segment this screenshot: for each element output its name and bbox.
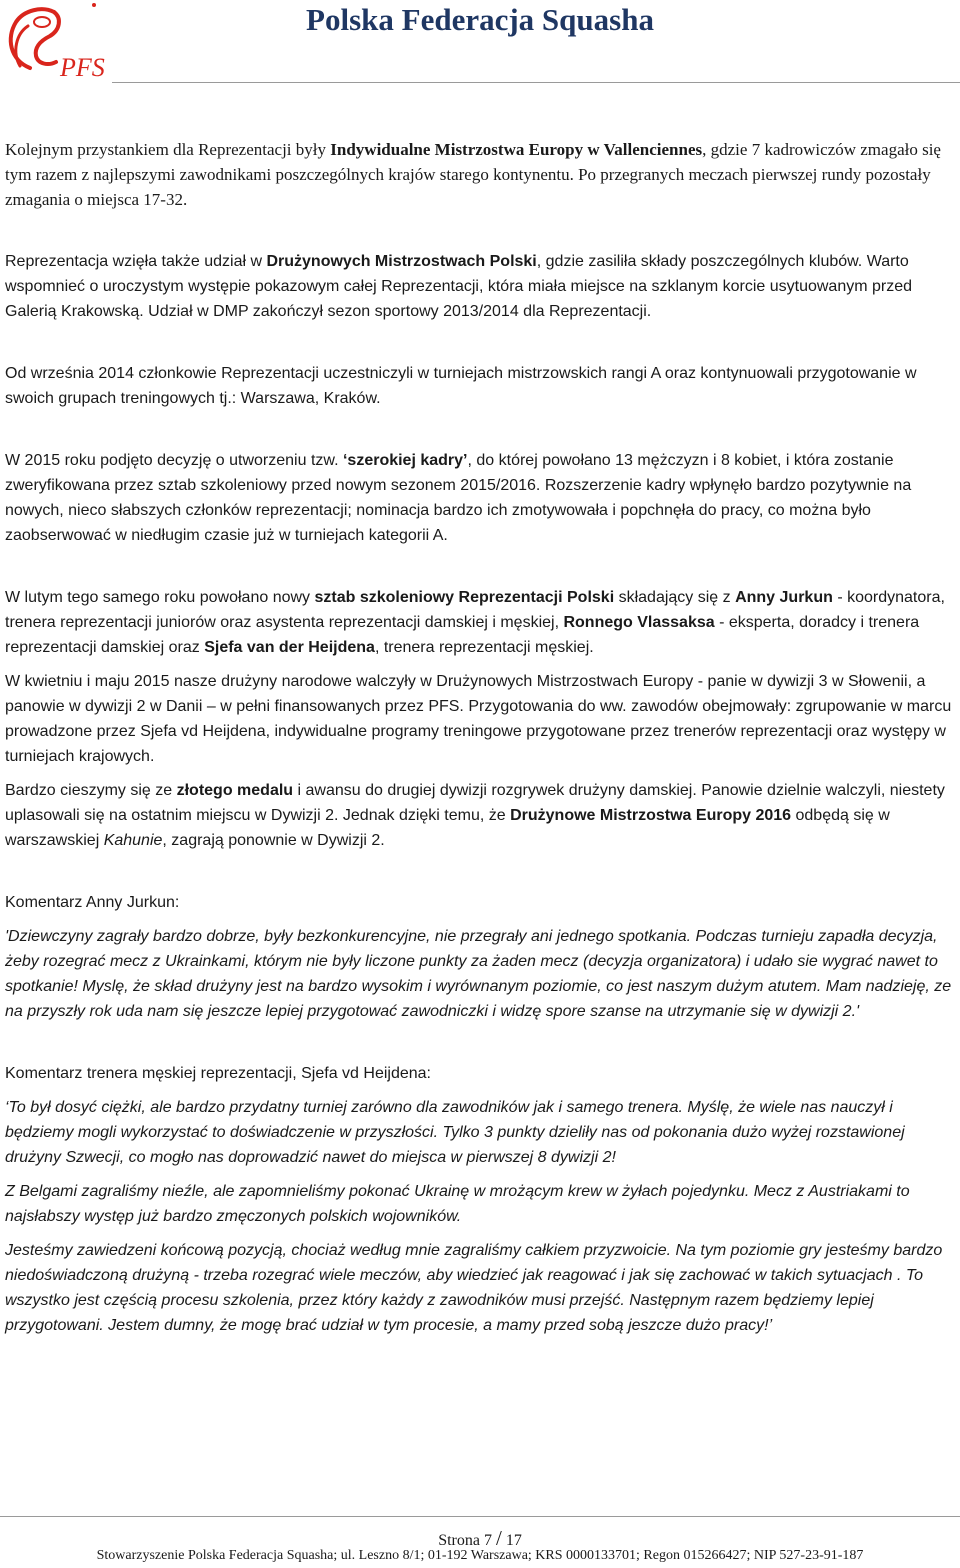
comment-sjef-1: ‘To był dosyć ciężki, ale bardzo przydatny turniej zarówno dla zawodników jak i samego trenera. Myślę, że wiele nas nauczył i będziemy mogli wykorzystać to doświadczenie w przyszłości. Tylko 3 punkty dzieliły nas od pokonania dużo wyżej rozstawionej drużyny Szwecji, co mogło nas doprowadzić nawet do miejsca w pierwszej 8 dywizji 2!: [5, 1099, 905, 1166]
footer-divider: [0, 1516, 960, 1517]
paragraph-1: Kolejnym przystankiem dla Reprezentacji były Indywidualne Mistrzostwa Europy w Vallenciennes, gdzie 7 kadrowiczów zmagało się tym razem z najlepszymi zawodnikami poszczególnych krajów starego kontynentu. Po przegranych meczach pierwszej rundy pozostały zmagania o miejsca 17-32.: [5, 140, 941, 209]
comment-sjef-2: Z Belgami zagraliśmy nieźle, ale zapomnieliśmy pokonać Ukrainę w mrożącym krew w żyłach pojedynku. Mecz z Austriakami to najsłabszy występ już bardzo zmęczonych polskich wojowników.: [5, 1183, 910, 1225]
header-divider: [112, 82, 960, 83]
comment-sjef-3: Jesteśmy zawiedzeni końcową pozycją, chociaż według mnie zagraliśmy całkiem przyzwoicie. Na tym poziomie gry jesteśmy bardzo niedoświadczoną drużyną - trzeba rozegrać wiele meczów, aby wiedzieć jak reagować i jak się zachować w takich sytuacjach . To wszystko jest częścią procesu szkolenia, przez który każdy z zawodników musi przejść. Następnym razem będziemy lepiej przygotowani. Jestem dumny, że mogę brać udział w tym procesie, a mamy przed sobą jeszcze dużo pracy!’: [5, 1242, 943, 1334]
document-body: [5, 137, 955, 1338]
footer-org-info: Stowarzyszenie Polska Federacja Squasha; ul. Leszno 8/1; 01-192 Warszawa; KRS 0000133701; Regon 015266427; NIP 527-23-91-187: [96, 1548, 864, 1563]
comment-heading-sjef: Komentarz trenera męskiej reprezentacji, Sjefa vd Heijdena:: [5, 1065, 431, 1082]
paragraph-3: Od września 2014 członkowie Reprezentacji uczestniczyli w turniejach mistrzowskich rangi A oraz kontynuowali przygotowanie w swoich grupach treningowych tj.: Warszawa, Kraków.: [5, 365, 917, 407]
comment-heading-anna: Komentarz Anny Jurkun:: [5, 894, 180, 911]
comment-anna: 'Dziewczyny zagrały bardzo dobrze, były bezkonkurencyjne, nie przegrały ani jednego spotkania. Podczas turnieju zapadła decyzja, żeby rozegrać mecz z Ukrainkami, którym nie były liczone punkty za żaden mecz (decyzja organizatora) i udało sie wygrać nawet to spotkanie! Myslę, że skład drużyny jest na bardzo wysokim i wyrównanym poziomie, co jest naszym dużym atutem. Mam nadzieję, ze na przyszły rok uda nam się jeszcze lepiej przygotować zawodniczki i widzę spore szanse na utrzymanie się w dywizji 2.': [5, 928, 952, 1020]
page-number: Strona 7 / 17: [438, 1526, 522, 1550]
page-header: [0, 0, 960, 84]
paragraph-5: W lutym tego samego roku powołano nowy sztab szkoleniowy Reprezentacji Polski składający się z Anny Jurkun - koordynatora, trenera reprezentacji juniorów oraz asystenta reprezentacji damskiej i męskiej, Ronnego Vlassaksa - eksperta, doradcy i trenera reprezentacji damskiej oraz Sjefa van der Heijdena, trenera reprezentacji męskiej.: [5, 589, 945, 656]
paragraph-6: W kwietniu i maju 2015 nasze drużyny narodowe walczyły w Drużynowych Mistrzostwach Europy - panie w dywizji 3 w Słowenii, a panowie w dywizji 2 w Danii – w pełni finansowanych przez PFS. Przygotowania do ww. zawodów obejmowały: zgrupowanie w marcu prowadzone przez Sjefa vd Heijdena, indywidualne programy treningowe przygotowane przez trenerów reprezentacji oraz występy w turniejach krajowych.: [5, 673, 952, 765]
paragraph-2: Reprezentacja wzięła także udział w Drużynowych Mistrzostwach Polski, gdzie zasiliła składy poszczególnych klubów. Warto wspomnieć o uroczystym występie pokazowym całej Reprezentacji, która miała miejsce na szklanym korcie usytuowanym przed Galerią Krakowską. Udział w DMP zakończył sezon sportowy 2013/2014 dla Reprezentacji.: [5, 253, 913, 320]
svg-text:PFS: PFS: [60, 53, 105, 80]
page-title: Polska Federacja Squasha: [306, 2, 654, 37]
paragraph-4: W 2015 roku podjęto decyzję o utworzeniu tzw. ‘szerokiej kadry’, do której powołano 13 mężczyzn i 8 kobiet, i która zostanie zweryfikowana przez sztab szkoleniowy przed nowym sezonem 2015/2016. Rozszerzenie kadry wpłynęło bardzo pozytywnie na nowych, nieco słabszych członków reprezentacji; nominacja bardzo ich zmotywowała i popchnęła do pracy, co można było zaobserwować w niedługim czasie już w turniejach kategorii A.: [5, 452, 912, 544]
paragraph-7: Bardzo cieszymy się ze złotego medalu i awansu do drugiej dywizji rozgrywek drużyny damskiej. Panowie dzielnie walczyli, niestety uplasowali się na ostatnim miejscu w Dywizji 2. Jednak dzięki temu, że Drużynowe Mistrzostwa Europy 2016 odbędą się w warszawskiej Kahunie, zagrają ponownie w Dywizji 2.: [5, 782, 945, 849]
